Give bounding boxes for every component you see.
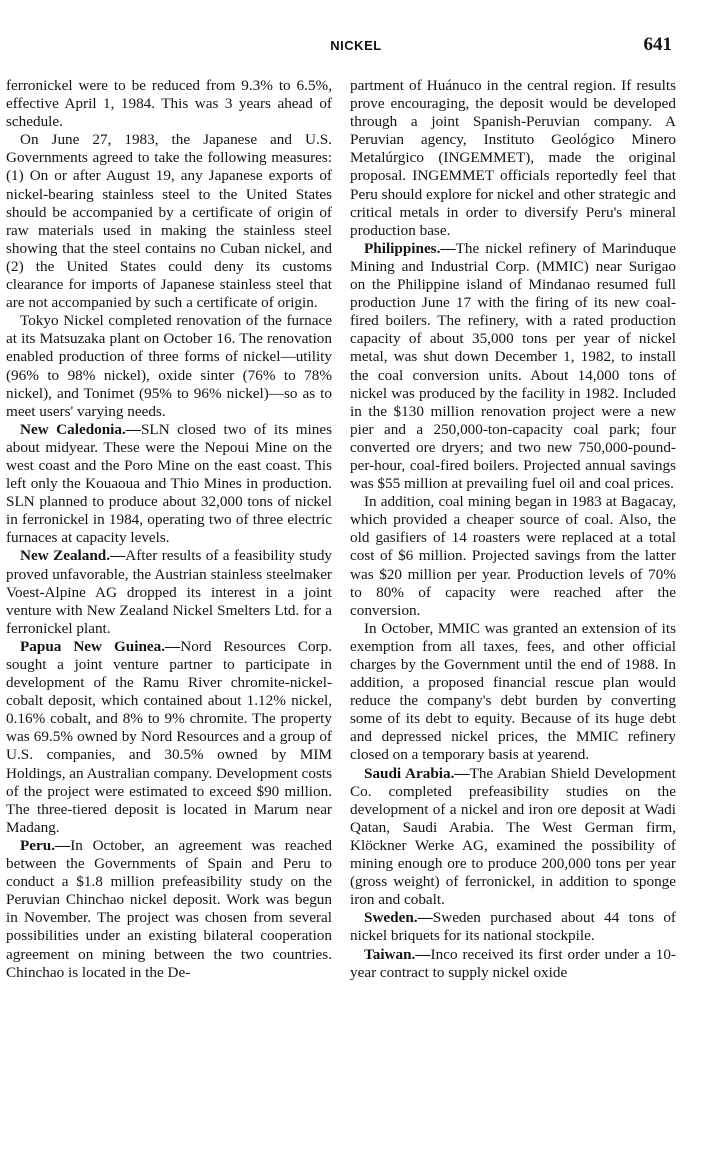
left-column (6, 77, 332, 982)
running-head: NICKEL (330, 38, 382, 53)
paragraph: ferronickel were to be reduced from 9.3% to 6.5%, effective April 1, 1984. This was 3 years ahead of schedule. (6, 77, 332, 131)
paragraph: On June 27, 1983, the Japanese and U.S. Governments agreed to take the following measures: (1) On or after August 19, any Japanese exports of nickel-bearing stainless steel to the United States should be accompanied by a certificate of origin of raw materials used in making the stainless steel showing that the steel contains no Cuban nickel, and (2) the United States could deny its customs clearance for imports of Japanese stainless steel that are not accompanied by such a certificate of origin. (6, 131, 332, 312)
section-heading: New Caledonia.— (20, 420, 141, 438)
paragraph-sweden: Sweden.—Sweden purchased about 44 tons of nickel briquets for its national stockpile. (350, 909, 676, 945)
section-heading: New Zealand.— (20, 547, 126, 565)
paragraph: Tokyo Nickel completed renovation of the furnace at its Matsuzaka plant on October 16. The renovation enabled production of three forms of nickel—utility (96% to 98% nickel), oxide sinter (76% to 78% nickel), and Tonimet (95% to 96% nickel)—so as to meet users' varying needs. (6, 312, 332, 420)
paragraph: In addition, coal mining began in 1983 at Bagacay, which provided a cheaper source of coal. Also, the old gasifiers of 14 roasters were replaced at a total cost of $6 million. Projected savings from the latter was $20 million per year. Production levels of 70% to 80% of capacity were reached after the conversion. (350, 493, 676, 619)
page-header (0, 34, 712, 60)
paragraph-new-zealand: New Zealand.—After results of a feasibility study proved unfavorable, the Austrian stainless steelmaker Voest-Alpine AG dropped its interest in a joint venture with New Zealand Nickel Smelters Ltd. for a ferronickel plant. (6, 547, 333, 637)
section-heading: Papua New Guinea.— (20, 637, 181, 655)
paragraph-taiwan: Taiwan.—Inco received its first order under a 10-year contract to supply nickel oxide (350, 945, 676, 981)
paragraph-philippines: Philippines.—The nickel refinery of Marinduque Mining and Industrial Corp. (MMIC) near Surigao on the Philippine island of Mindanao resumed full production June 17 with the firing of its new coal-fired boilers. The refinery, with a rated production capacity of about 35,000 tons per year of nickel metal, was shut down December 1, 1982, to install the coal conversion units. About 14,000 tons of nickel was produced by the facility in 1982. Included in the $130 million renovation project were a new pier and a 250,000-ton-capacity coal park; four converted ore dryers; and two new 750,000-pound-per-hour, coal-fired boilers. Projected annual savings was $55 million at prevailing fuel oil and coal prices. (350, 239, 676, 493)
paragraph-new-caledonia: New Caledonia.—SLN closed two of its mines about midyear. These were the Nepoui Mine on the west coast and the Poro Mine on the east coast. This left only the Kouaoua and Thio Mines in production. SLN planned to produce about 32,000 tons of nickel in ferronickel in 1984, operating two of three electric furnaces at capacity levels. (6, 420, 332, 547)
paragraph-papua-new-guinea: Papua New Guinea.—Nord Resources Corp. sought a joint venture partner to participate in development of the Ramu River chromite-nickel-cobalt deposit, which contained about 1.12% nickel, 0.16% cobalt, and 8% to 9% chromite. The property was 69.5% owned by Nord Resources and a group of U.S. companies, and 30.5% owned by MIM Holdings, an Australian company. Development costs of the project were estimated to exceed $90 million. The three-tiered deposit is located in Marum near Madang. (6, 637, 332, 836)
section-heading: Peru.— (20, 836, 71, 854)
paragraph: In October, MMIC was granted an extension of its exemption from all taxes, fees, and other official charges by the Government until the end of 1988. In addition, a proposed financial rescue plan would reduce the company's debt burden by converting some of its debt to equity. Because of its huge debt and depressed nickel prices, the MMIC refinery closed on a temporary basis at yearend. (350, 619, 676, 764)
paragraph-peru: Peru.—In October, an agreement was reached between the Governments of Spain and Peru to conduct a $1.8 million prefeasibility study on the Peruvian Chinchao nickel deposit. Work was begun in November. The project was chosen from several possibilities under an existing bilateral cooperation agreement on mining between the two countries. Chinchao is located in the De- (6, 836, 332, 981)
section-heading: Sweden.— (364, 909, 433, 927)
page-number: 641 (643, 34, 672, 55)
right-column (350, 77, 676, 982)
section-heading: Taiwan.— (364, 945, 431, 963)
section-heading: Saudi Arabia.— (364, 764, 470, 782)
paragraph-saudi-arabia: Saudi Arabia.—The Arabian Shield Development Co. completed prefeasibility studies on the development of a nickel and iron ore deposit at Wadi Qatan, Saudi Arabia. The West German firm, Klöckner Werke AG, examined the possibility of mining enough ore to produce 200,000 tons per year (gross weight) of ferronickel, in addition to sponge iron and cobalt. (350, 764, 676, 909)
section-heading: Philippines.— (364, 239, 456, 257)
paragraph: partment of Huánuco in the central region. If results prove encouraging, the deposit would be developed through a joint Spanish-Peruvian company. A Peruvian agency, Instituto Geológico Minero Metalúrgico (INGEMMET), made the original proposal. INGEMMET officials reportedly feel that Peru should explore for nickel and other strategic and critical metals in order to diversify Peru's mineral production base. (350, 77, 676, 239)
